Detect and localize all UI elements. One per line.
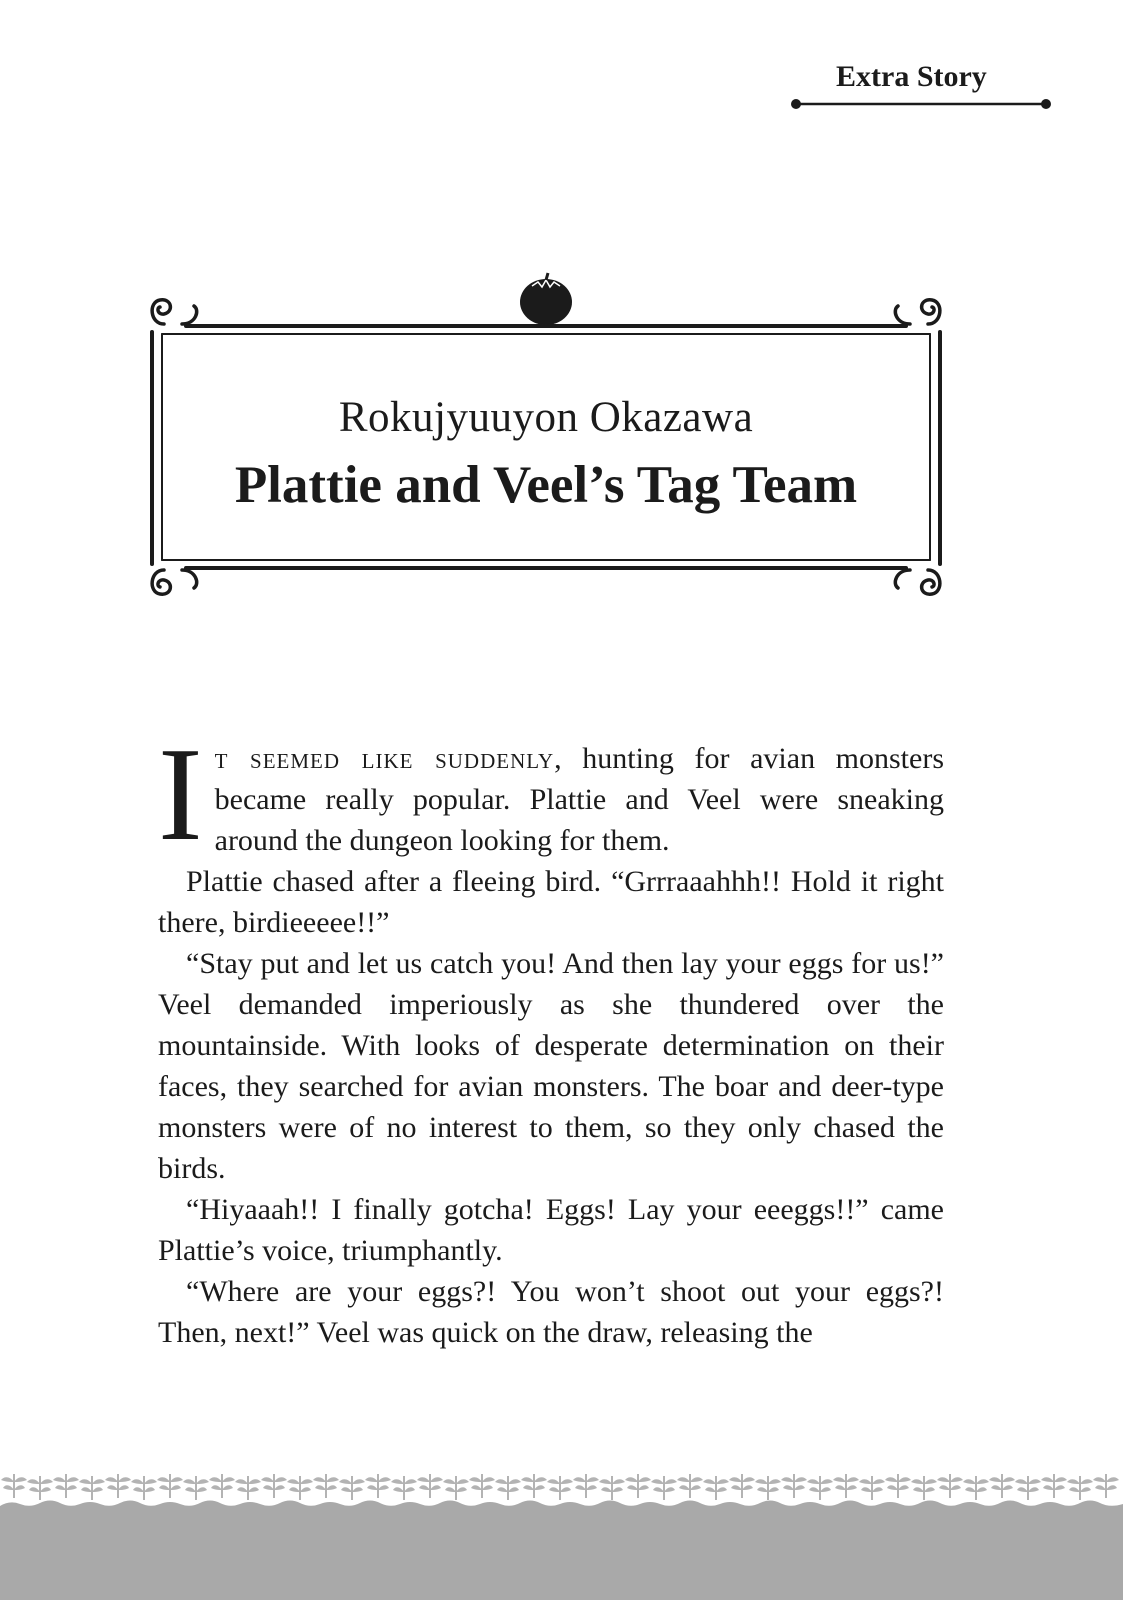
corner-curl-icon xyxy=(152,300,940,594)
first-paragraph-text: , hunting for avian monsters became really popular. Plattie and Veel were sneaking around the dungeon looking for them. xyxy=(214,742,944,857)
paragraph: Plattie chased after a fleeing bird. “Grrraaahhh!! Hold it right there, birdieeeee!!” xyxy=(158,865,944,939)
paragraph: “Hiyaaah!! I finally gotcha! Eggs! Lay your eeeggs!!” came Plattie’s voice, triumphantly. xyxy=(158,1193,944,1267)
drop-cap: I xyxy=(158,720,203,868)
story-body xyxy=(158,720,944,1353)
author-name: Rokujyuuyon Okazawa xyxy=(338,394,754,441)
section-label-rule xyxy=(790,96,1052,112)
paragraph: “Stay put and let us catch you! And then lay your eggs for us!” Veel demanded imperiously as she thundered over the mountainside. With looks of desperate determination on their faces, they searched for avian monsters. The boar and deer-type monsters were of no interest to them, so they only chased the birds. xyxy=(158,947,944,1185)
paragraph: “Where are your eggs?! You won’t shoot out your eggs?! Then, next!” Veel was quick on the draw, releasing the xyxy=(158,1275,944,1349)
tomato-icon xyxy=(520,273,572,325)
first-paragraph xyxy=(158,720,944,868)
title-frame xyxy=(146,272,946,620)
lead-in-smallcaps: t seemed like suddenly xyxy=(214,742,555,775)
sprout-icon xyxy=(1,1474,1119,1500)
footer-leaf-band xyxy=(0,1470,1123,1600)
story-title: Plattie and Veel’s Tag Team xyxy=(234,456,858,514)
section-label: Extra Story xyxy=(836,60,987,93)
